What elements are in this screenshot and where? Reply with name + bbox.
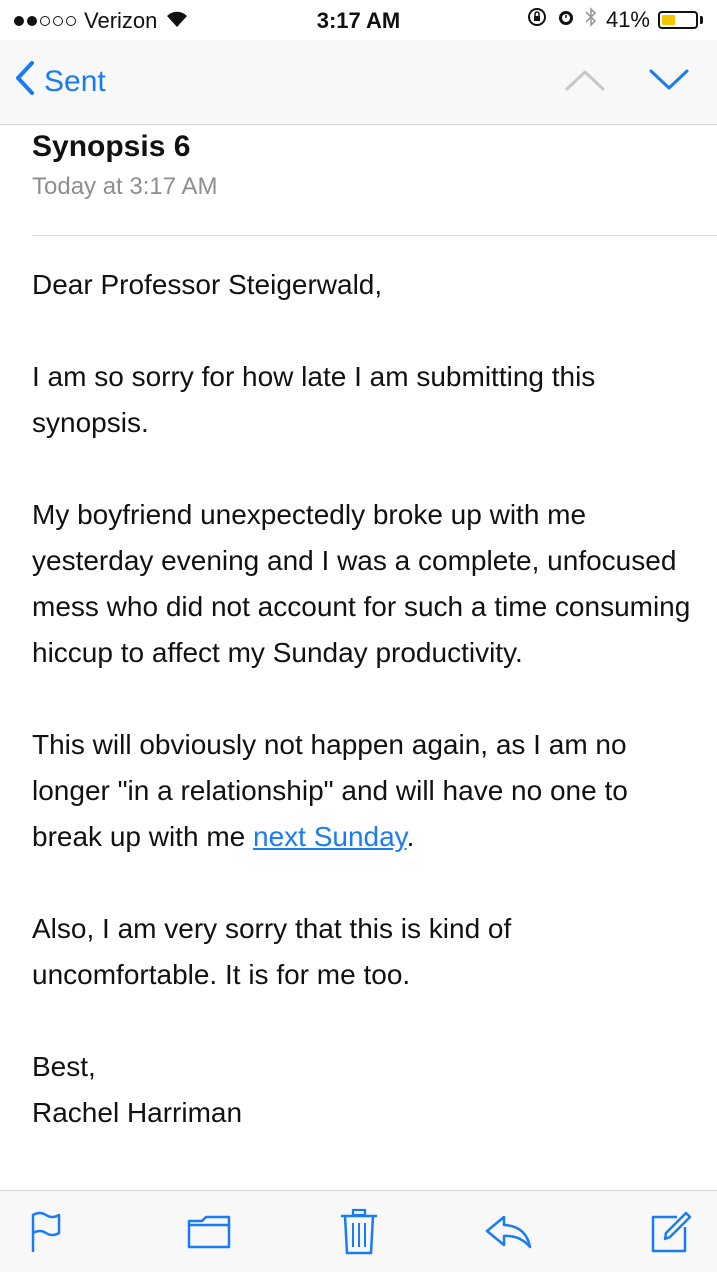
reply-button[interactable] — [484, 1207, 534, 1257]
move-folder-button[interactable] — [184, 1207, 234, 1257]
next-message-button[interactable] — [647, 62, 691, 98]
back-button-label: Sent — [44, 65, 106, 98]
paragraph-2: My boyfriend unexpectedly broke up with me yesterday evening and I was a complete, unfocused mess who did not account for such a time consuming hiccup to affect my Sunday productivity. — [32, 499, 691, 668]
trash-icon — [338, 1208, 380, 1256]
message-date: Today at 3:17 AM — [32, 173, 218, 200]
status-right — [526, 6, 703, 34]
flag-button[interactable] — [20, 1207, 70, 1257]
compose-icon — [647, 1209, 693, 1255]
greeting: Dear Professor Steigerwald, — [32, 269, 383, 300]
battery-icon — [658, 11, 703, 29]
signature: Rachel Harriman — [32, 1097, 243, 1128]
folder-icon — [186, 1213, 232, 1251]
paragraph-4: Also, I am very sorry that this is kind of uncomfortable. It is for me too. — [32, 913, 512, 990]
status-time: 3:17 AM — [316, 8, 401, 33]
flag-icon — [25, 1210, 65, 1254]
alarm-icon — [556, 7, 576, 33]
bluetooth-icon — [584, 6, 598, 34]
previous-message-button[interactable] — [563, 62, 607, 98]
chevron-left-icon — [14, 60, 36, 104]
compose-button[interactable] — [645, 1207, 695, 1257]
message-subject: Synopsis 6 — [32, 130, 191, 163]
paragraph-3-text: This will obviously not happen again, as I am no longer "in a relationship" and will have no one to break up with me — [32, 729, 628, 852]
message-navigation — [563, 62, 691, 98]
chevron-up-icon — [564, 68, 606, 92]
battery-fill — [662, 15, 675, 25]
status-bar — [0, 0, 717, 40]
rotation-lock-icon — [526, 6, 548, 34]
nav-bar — [0, 40, 717, 125]
back-button[interactable] — [14, 60, 106, 104]
message-body — [32, 262, 702, 1136]
battery-percent: 41% — [605, 7, 650, 32]
date-link[interactable]: next Sunday — [253, 821, 407, 852]
paragraph-1: I am so sorry for how late I am submitting this synopsis. — [32, 361, 596, 438]
reply-icon — [484, 1214, 534, 1250]
signoff: Best, — [32, 1051, 96, 1082]
paragraph-3 — [32, 722, 702, 860]
trash-button[interactable] — [334, 1207, 384, 1257]
carrier-name: Verizon — [84, 8, 158, 33]
paragraph-3-end: . — [406, 821, 415, 852]
chevron-down-icon — [648, 68, 690, 92]
bottom-toolbar — [0, 1190, 717, 1272]
header-divider — [32, 235, 717, 236]
